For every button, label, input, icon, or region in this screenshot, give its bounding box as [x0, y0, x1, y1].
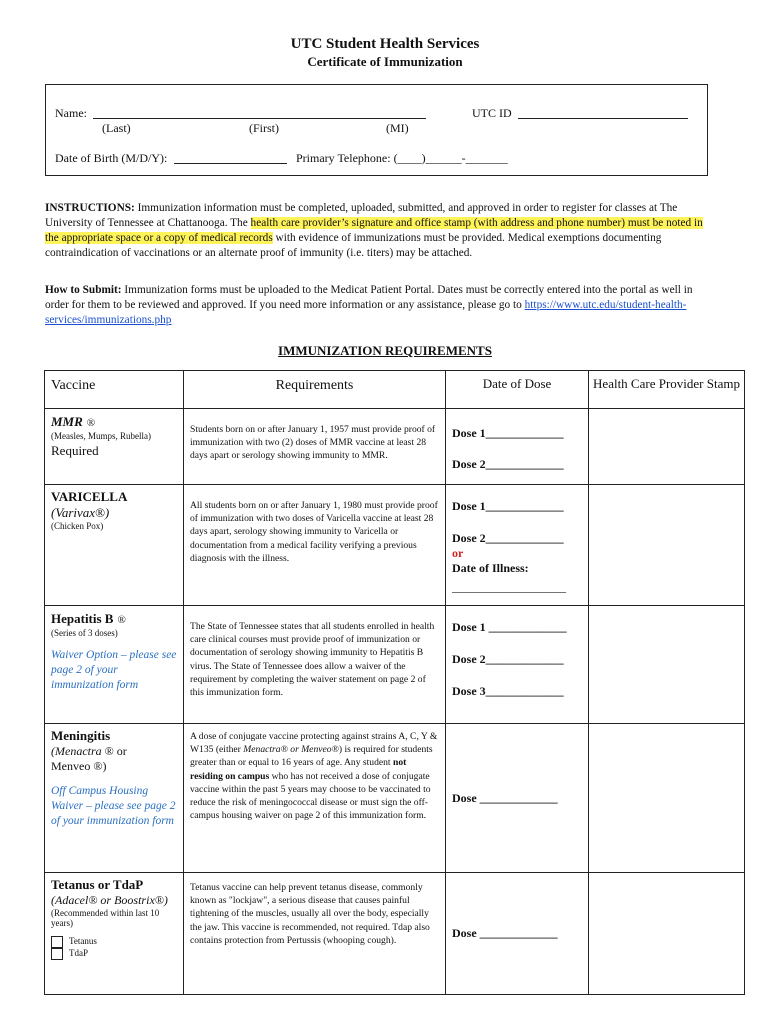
vaccine-name-varicella: VARICELLA	[51, 489, 128, 504]
utc-id-label: UTC ID	[472, 106, 512, 120]
vaccine-name-tetanus: Tetanus or TdaP	[51, 877, 144, 892]
hepb-waiver-note: Waiver Option – please see page 2 of your immunization form	[51, 649, 177, 691]
immunization-table	[44, 370, 745, 995]
vaccine-name-mmr: MMR	[51, 414, 83, 429]
requirements-header: Requirements	[184, 371, 446, 409]
stamp-varicella[interactable]	[589, 485, 745, 606]
tdap-checkbox[interactable]	[51, 948, 63, 960]
mening-req-b: ) is required for students greater than or equal to 16 years of age. Any student	[190, 744, 433, 769]
tetanus-checkbox[interactable]	[51, 936, 63, 948]
vaccine-sub-hepatitis-b: (Series of 3 doses)	[51, 628, 118, 638]
vaccine-cell-mmr	[45, 409, 184, 485]
varicella-or-label: or	[452, 546, 464, 560]
varicella-brand: (Varivax®)	[51, 505, 110, 520]
requirements-mmr: Students born on or after January 1, 1957 must provide proof of immunization with two (2) doses of MMR vaccine at least 28 days apart or serology showing immunity to MMR.	[184, 409, 446, 485]
mening-brand-2: Menveo ®)	[51, 759, 107, 773]
vaccine-cell-hepatitis-b	[45, 606, 184, 724]
vaccine-cell-tetanus	[45, 873, 184, 995]
utc-id-field[interactable]	[518, 106, 688, 119]
requirements-heading: IMMUNIZATION REQUIREMENTS	[278, 343, 492, 358]
tetanus-option-label: Tetanus	[69, 936, 97, 947]
immunizations-link[interactable]: https://www.utc.edu/student-health-services/immunizations.php	[45, 299, 687, 326]
varicella-dose-1[interactable]: Dose 1_____________	[452, 499, 564, 513]
vaccine-cell-varicella	[45, 485, 184, 606]
dates-varicella	[446, 485, 589, 606]
vaccine-sub-mmr: (Measles, Mumps, Rubella)	[51, 431, 151, 441]
requirements-meningitis	[184, 724, 446, 873]
mmr-required-label: Required	[51, 443, 99, 458]
first-label: (First)	[249, 121, 279, 135]
tdap-option-label: TdaP	[69, 948, 88, 959]
name-label: Name:	[55, 106, 87, 120]
hepb-dose-3[interactable]: Dose 3_____________	[452, 684, 564, 698]
mening-brand-1-tail: ® or	[101, 744, 127, 758]
mmr-reg-mark: ®	[86, 417, 96, 429]
dates-mmr	[446, 409, 589, 485]
dates-meningitis	[446, 724, 589, 873]
mening-brand-1: (Menactra	[51, 744, 102, 758]
name-field[interactable]	[93, 106, 426, 119]
hepb-reg-mark: ®	[117, 614, 126, 626]
vaccine-name-hepatitis-b: Hepatitis B	[51, 611, 114, 626]
varicella-illness-label: Date of Illness:	[452, 561, 529, 575]
mening-waiver-note: Off Campus Housing Waiver – please see page 2 of your immunization form	[51, 785, 176, 827]
mening-req-bold: not residing on campus	[190, 757, 407, 782]
dates-tetanus	[446, 873, 589, 995]
last-label: (Last)	[102, 121, 131, 135]
instructions-paragraph	[45, 201, 705, 261]
instructions-text-1: Immunization information must be completed, uploaded, submitted, and approved in order to register for classes at The University of Tennessee at Chattanooga. The	[45, 202, 678, 229]
vaccine-cell-meningitis	[45, 724, 184, 873]
vaccine-header: Vaccine	[45, 371, 184, 409]
tetanus-brand: (Adacel® or Boostrix®)	[51, 893, 168, 907]
requirements-hepatitis-b: The State of Tennessee states that all students enrolled in health care clinical courses must provide proof of immunization or documentation of serology showing immunity to Hepatitis B virus. The State of Tennessee does allow a waiver of the requirement by completing the waiver statement on page 2 of this immunization form.	[184, 606, 446, 724]
dob-field[interactable]	[174, 151, 287, 164]
table-row-mmr	[45, 409, 745, 485]
stamp-meningitis[interactable]	[589, 724, 745, 873]
dob-label: Date of Birth (M/D/Y):	[55, 151, 168, 165]
varicella-dose-2[interactable]: Dose 2_____________	[452, 531, 564, 545]
mening-req-a: A dose of conjugate vaccine protecting against strains A, C, Y & W135 (either	[190, 731, 438, 756]
mening-req-c: who has not received a dose of conjugate vaccine within the past 5 years may choose to be vaccinated to reduce the risk of meningococcal disease or must sign the off-campus housing waiver on page 2 of this immunization form.	[190, 770, 431, 822]
date-header: Date of Dose	[446, 371, 589, 409]
instructions-text-2: with evidence of immunizations must be provided. Medical exemptions documenting contraindication of vaccinations or an alternate proof of immunity (i.e. titers) may be attached.	[45, 232, 662, 259]
mmr-dose-2[interactable]: Dose 2_____________	[452, 457, 564, 471]
table-header-row	[45, 371, 745, 409]
stamp-tetanus[interactable]	[589, 873, 745, 995]
form-title: UTC Student Health Services	[290, 36, 480, 52]
vaccine-sub-varicella: (Chicken Pox)	[51, 521, 104, 531]
table-row-varicella	[45, 485, 745, 606]
hepb-dose-1[interactable]: Dose 1 _____________	[452, 620, 567, 634]
varicella-illness-field[interactable]: ___________________	[452, 580, 566, 594]
table-row-tetanus	[45, 873, 745, 995]
requirements-varicella: All students born on or after January 1, 1980 must provide proof of immunization with two doses of Varicella vaccine at least 28 days apart, serology showing immunity to Varicella or documentation from a medical facility verifying a previous diagnosis with the illness.	[184, 485, 446, 606]
student-info-box	[45, 84, 708, 176]
mening-req-brand: Menactra® or Menveo®	[243, 744, 339, 756]
stamp-hepatitis-b[interactable]	[589, 606, 745, 724]
tetanus-dose[interactable]: Dose _____________	[452, 926, 558, 940]
vaccine-sub-tetanus: (Recommended within last 10 years)	[51, 908, 160, 928]
how-to-submit-paragraph	[45, 283, 705, 328]
requirements-tetanus: Tetanus vaccine can help prevent tetanus disease, commonly known as "lockjaw", a serious disease that causes painful tightening of the muscles, usually all over the body, especially the jaw. This vaccine is recommended, not required. Tdap also contains protection from Pertussis (whooping cough).	[184, 873, 446, 995]
vaccine-name-meningitis: Meningitis	[51, 728, 111, 743]
form-subtitle: Certificate of Immunization	[307, 54, 463, 69]
phone-field[interactable]: Primary Telephone: (____)______-_______	[296, 151, 508, 165]
mi-label: (MI)	[386, 121, 409, 135]
table-row-hepatitis-b	[45, 606, 745, 724]
table-row-meningitis	[45, 724, 745, 873]
instructions-highlight: health care provider’s signature and office stamp (with address and phone number) must be noted in the appropriate space or a copy of medical records	[45, 217, 703, 244]
hepb-dose-2[interactable]: Dose 2_____________	[452, 652, 564, 666]
how-to-submit-label: How to Submit:	[45, 284, 122, 296]
instructions-label: INSTRUCTIONS:	[45, 202, 135, 214]
mmr-dose-1[interactable]: Dose 1_____________	[452, 426, 564, 440]
stamp-header: Health Care Provider Stamp	[589, 371, 745, 409]
stamp-mmr[interactable]	[589, 409, 745, 485]
dates-hepatitis-b	[446, 606, 589, 724]
mening-dose[interactable]: Dose _____________	[452, 790, 558, 805]
how-to-submit-text: Immunization forms must be uploaded to the Medicat Patient Portal. Dates must be correctly entered into the portal as well in order for them to be reviewed and approved. If you need more information or any assistance, please go to	[45, 284, 693, 311]
